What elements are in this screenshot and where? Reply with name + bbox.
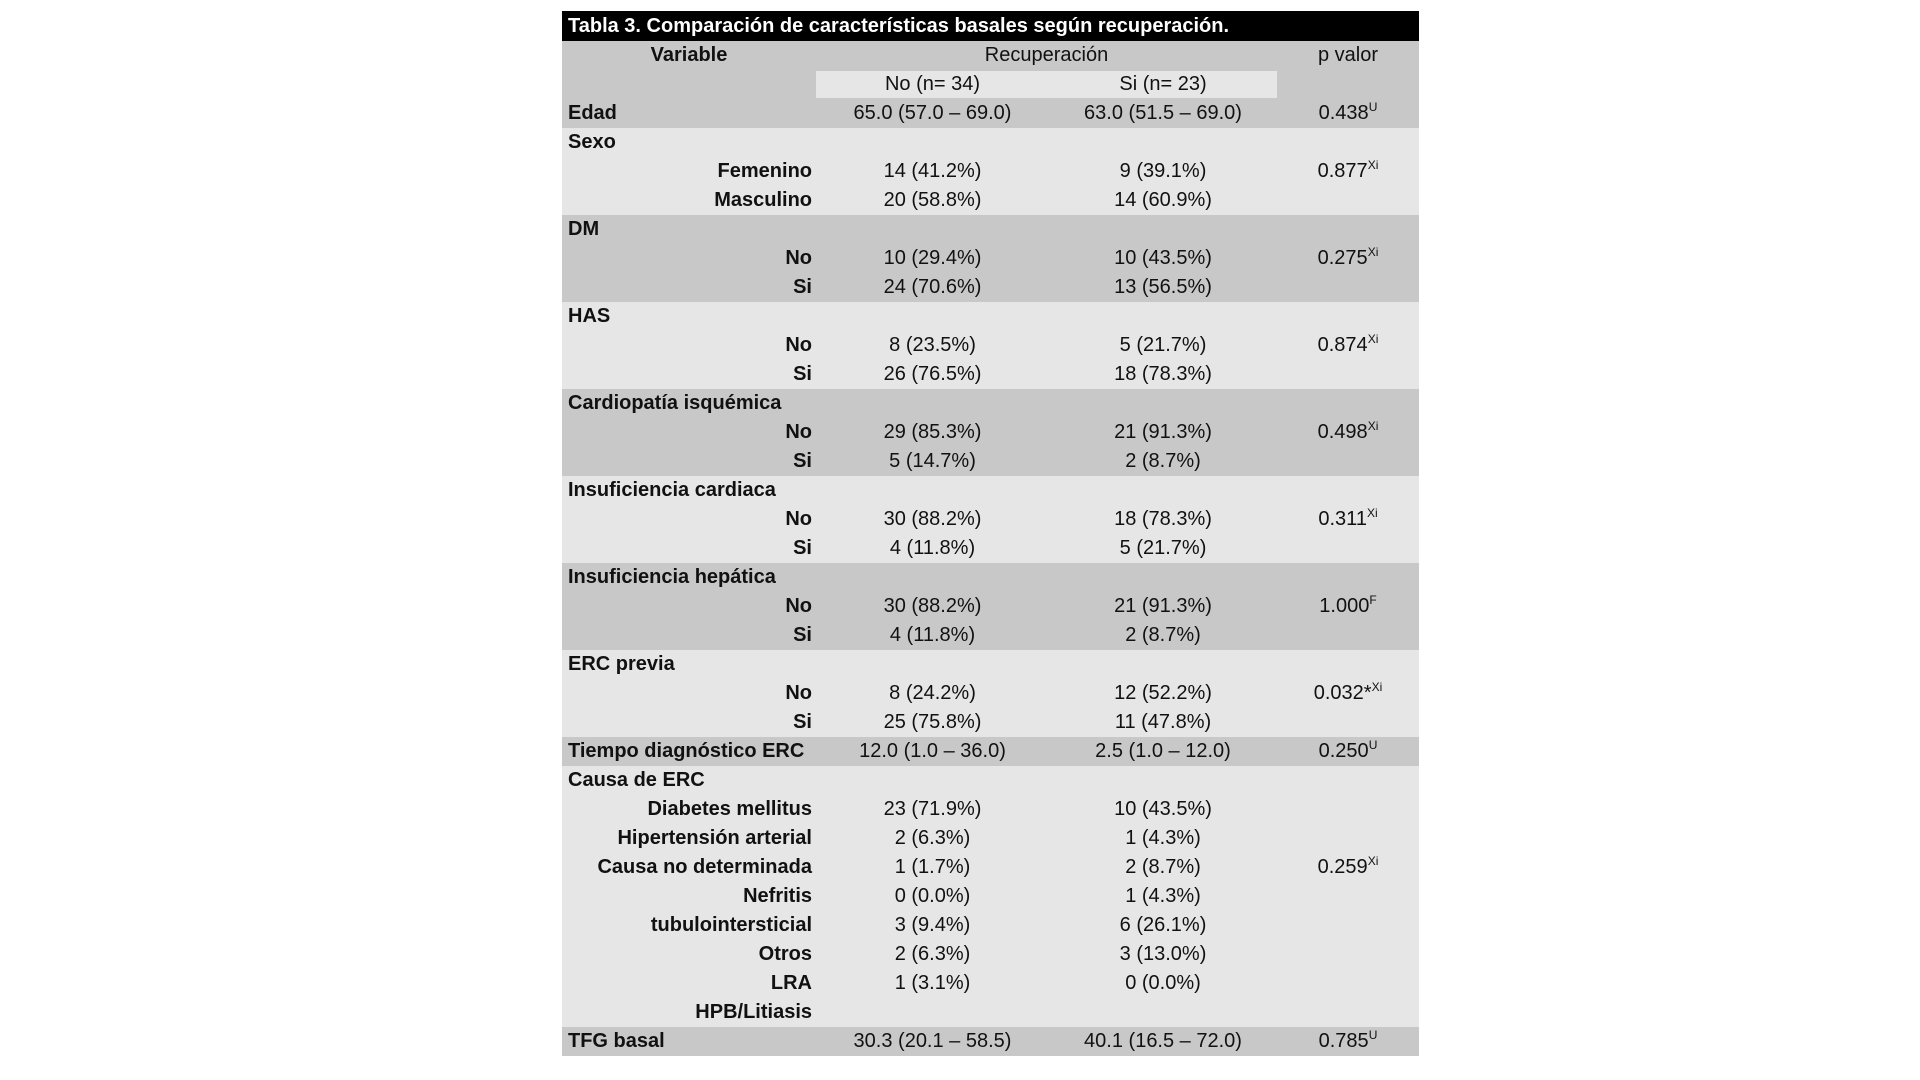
table-row: Si 5 (14.7%) 2 (8.7%) (793, 450, 1201, 472)
table-row: No 10 (29.4%) 10 (43.5%) $0.275^{Xi}$ (785, 245, 1379, 269)
table-row: Si 24 (70.6%) 13 (56.5%) (793, 276, 1212, 298)
header-recuperacion: Recuperación (984, 44, 1109, 66)
table-row: Femenino 14 (41.2%) 9 (39.1%) $0.877^{Xi}$ (717, 158, 1379, 182)
table-row: Otros 2 (6.3%) 3 (13.0%) (758, 943, 1207, 965)
table-row: Masculino 20 (58.8%) 14 (60.9%) (714, 189, 1212, 211)
header-variable: Variable (650, 44, 728, 66)
row-edad: Edad 65.0 (57.0 – 69.0) 63.0 (51.5 – 69.0) $0.438^U$ (562, 99, 1419, 128)
table-row: No 29 (85.3%) 21 (91.3%) $0.498^{Xi}$ (785, 419, 1379, 443)
table-row: LRA 1 (3.1%) 0 (0.0%) (770, 972, 1201, 994)
table-row: No 8 (23.5%) 5 (21.7%) $0.874^{Xi}$ (785, 332, 1379, 356)
comparison-table (562, 11, 1419, 1056)
table-row: Diabetes mellitus 23 (71.9%) 10 (43.5%) (647, 798, 1212, 820)
header-pvalue: p valor (1317, 44, 1379, 66)
table-row: Si 26 (76.5%) 18 (78.3%) (793, 363, 1212, 385)
table-row: No 30 (88.2%) 18 (78.3%) $0.311^{Xi}$ (785, 506, 1378, 530)
block-insuficiencia-cardiaca: Insuficiencia cardiaca No 30 (88.2%) 18 (78.3%) $0.311^{Xi}$ Si 4 (11.8%) 5 (21.7%) (562, 476, 1419, 563)
row-tiempo-diagnostico: Tiempo diagnóstico ERC 12.0 (1.0 – 36.0) 2.5 (1.0 – 12.0) $0.250^U$ (562, 737, 1419, 766)
table-row: Si 4 (11.8%) 5 (21.7%) (793, 537, 1207, 559)
table-row: Hipertensión arterial 2 (6.3%) 1 (4.3%) (617, 827, 1201, 849)
block-cardiopatia: Cardiopatía isquémica No 29 (85.3%) 21 (91.3%) $0.498^{Xi}$ Si 5 (14.7%) 2 (8.7%) (562, 389, 1419, 476)
table-header (562, 41, 1419, 99)
block-dm: DM No 10 (29.4%) 10 (43.5%) $0.275^{Xi}$ Si 24 (70.6%) 13 (56.5%) (562, 215, 1419, 302)
table-row: Causa no determinada 1 (1.7%) 2 (8.7%) $0.259^{Xi}$ (597, 854, 1379, 878)
header-group-si: Si (n= 23) (1049, 71, 1277, 98)
table-row: No 30 (88.2%) 21 (91.3%) $1.000^F$ (785, 593, 1377, 617)
table-row: Si 4 (11.8%) 2 (8.7%) (793, 624, 1201, 646)
table-row: Nefritis 0 (0.0%) 1 (4.3%) (743, 885, 1201, 907)
header-group-no: No (n= 34) (816, 71, 1049, 98)
table-row: Si 25 (75.8%) 11 (47.8%) (793, 711, 1212, 733)
table-row: No 8 (24.2%) 12 (52.2%) 0.032*$^{Xi}$ (785, 680, 1383, 704)
block-sexo: Sexo Femenino 14 (41.2%) 9 (39.1%) $0.877^{Xi}$ Masculino 20 (58.8%) 14 (60.9%) (562, 128, 1419, 215)
table-title: Tabla 3. Comparación de características basales según recuperación. (562, 11, 1419, 41)
block-causa-erc: Causa de ERC Diabetes mellitus 23 (71.9%) 10 (43.5%) Hipertensión arterial 2 (6.3%) 1 (4.3%) Causa no determinada 1 (1.7%) 2 (8.7%) $0.259^{Xi}$ Nefritis 0 (0.0%) 1 (4.3%) tubulointersticial 3 (9.4%) 6 (26.1%) Otros 2 (6.3%) 3 (13.0%) LRA 1 (3.1%) 0 (0.0%) HPB/Litiasis (562, 766, 1419, 1027)
block-has: HAS No 8 (23.5%) 5 (21.7%) $0.874^{Xi}$ Si 26 (76.5%) 18 (78.3%) (562, 302, 1419, 389)
table-row: HPB/Litiasis (695, 1001, 812, 1023)
table-row: tubulointersticial 3 (9.4%) 6 (26.1%) (650, 914, 1207, 936)
block-erc-previa: ERC previa No 8 (24.2%) 12 (52.2%) 0.032*$^{Xi}$ Si 25 (75.8%) 11 (47.8%) (562, 650, 1419, 737)
block-insuficiencia-hepatica: Insuficiencia hepática No 30 (88.2%) 21 (91.3%) $1.000^F$ Si 4 (11.8%) 2 (8.7%) (562, 563, 1419, 650)
row-tfg-basal: TFG basal 30.3 (20.1 – 58.5) 40.1 (16.5 – 72.0) $0.785^U$ (562, 1027, 1419, 1056)
